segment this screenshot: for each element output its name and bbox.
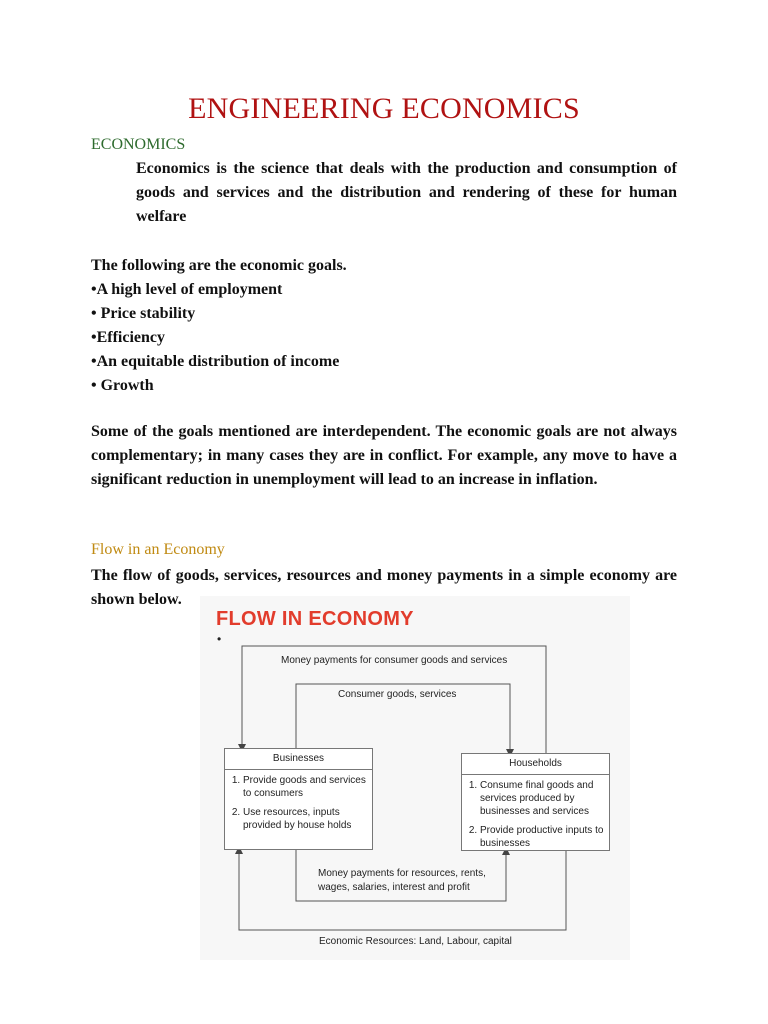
label-money-resources-line-2: wages, salaries, interest and profit [318, 882, 470, 893]
flow-intro-paragraph: The flow of goods, services, resources and money payments in a simple economy are shown below. [91, 567, 677, 608]
interdependence-paragraph: Some of the goals mentioned are interdependent. The economic goals are not always complementary; in many cases they are in conflict. For example, any move to have a significant reduction in unemployment will lead to an increase in inflation. [91, 423, 677, 488]
businesses-title: Businesses [225, 749, 372, 770]
businesses-box [224, 748, 373, 850]
diagram-bullet-dot: • [217, 632, 222, 646]
label-money-resources-line-1: Money payments for resources, rents, [318, 868, 486, 879]
businesses-item: 1. Provide goods and services to consumers [243, 774, 372, 800]
goal-item: •Efficiency [91, 329, 166, 346]
economics-heading: ECONOMICS [91, 136, 186, 153]
diagram-title: FLOW IN ECONOMY [216, 608, 414, 630]
goals-intro: The following are the economic goals. [91, 257, 347, 274]
page-title: ENGINEERING ECONOMICS [188, 92, 580, 125]
flow-heading: Flow in an Economy [91, 541, 225, 558]
goal-item: • Price stability [91, 305, 196, 322]
households-box [461, 753, 610, 851]
goal-item: •A high level of employment [91, 281, 283, 298]
households-item: 1. Consume final goods and services produced by businesses and services [480, 779, 609, 818]
flow-in-economy-diagram [200, 596, 630, 960]
goal-item: • Growth [91, 377, 154, 394]
label-money-resources [318, 867, 486, 895]
economics-definition: Economics is the science that deals with the production and consumption of goods and services and the distribution and rendering of these for human welfare [136, 160, 677, 225]
households-item: 2. Provide productive inputs to businesses [480, 824, 609, 850]
businesses-item: 2. Use resources, inputs provided by house holds [243, 806, 372, 832]
goal-item: •An equitable distribution of income [91, 353, 340, 370]
label-money-consumer-goods: Money payments for consumer goods and services [281, 655, 508, 666]
label-consumer-goods-services: Consumer goods, services [338, 689, 457, 700]
economic-goals-list [91, 254, 681, 398]
label-economic-resources: Economic Resources: Land, Labour, capital [319, 936, 512, 947]
households-title: Households [462, 754, 609, 775]
